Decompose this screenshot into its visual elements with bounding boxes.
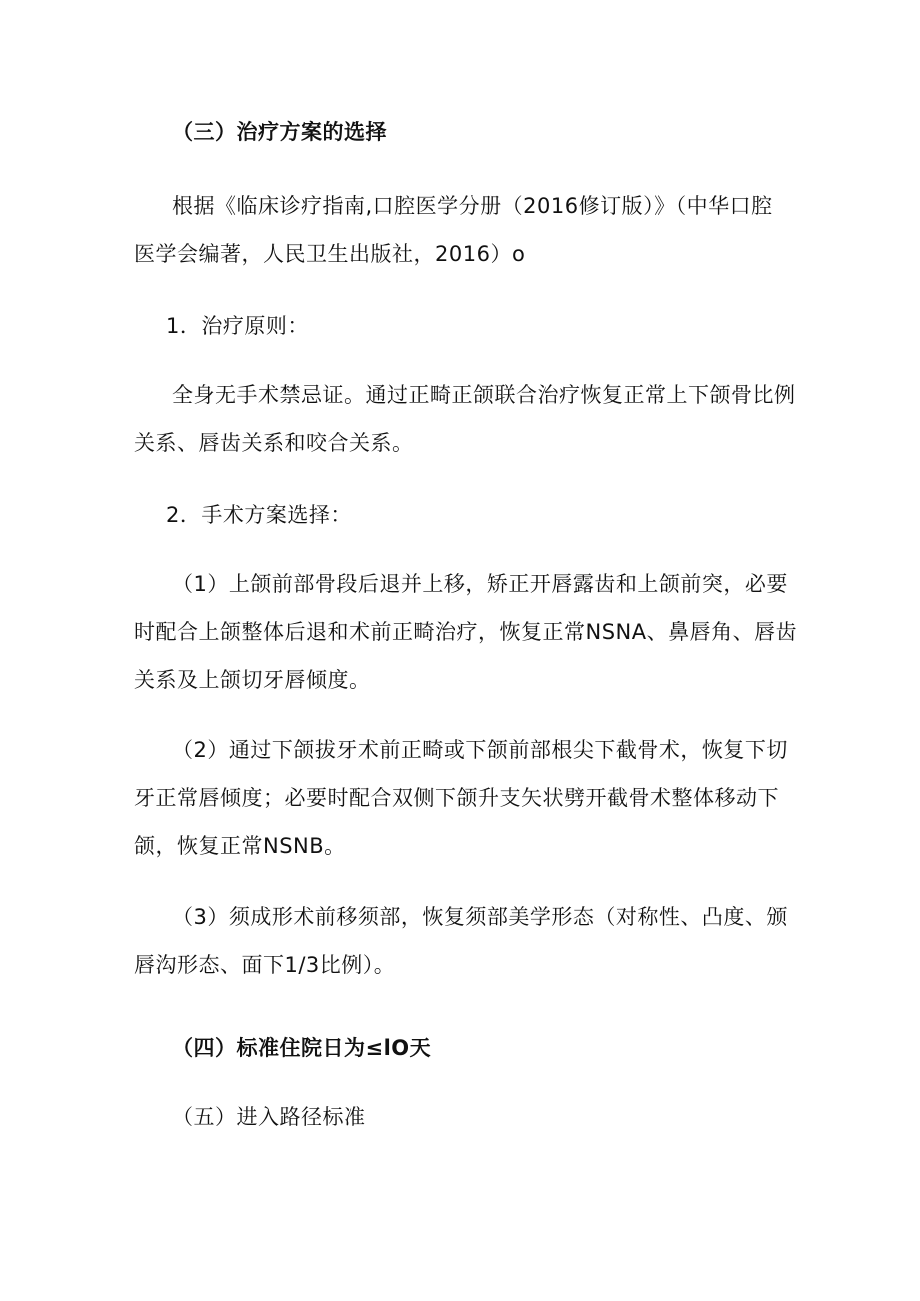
principle-paragraph-line-2: 关系、唇齿关系和咬合关系。 [134, 431, 414, 455]
basis-paragraph-line-1: 根据《临床诊疗指南,口腔医学分册（2016修订版）》（中华口腔 [172, 194, 773, 218]
treatment-principle-heading: 1．治疗原则： [166, 314, 309, 338]
item-2-line-3: 颌，恢复正常NSNB。 [134, 834, 346, 858]
item-3-line-1: （3）须成形术前移须部，恢复须部美学形态（对称性、凸度、颁 [172, 905, 788, 929]
principle-paragraph-line-1: 全身无手术禁忌证。通过正畸正颌联合治疗恢复正常上下颌骨比例 [172, 383, 796, 407]
item-1-line-3: 关系及上颌切牙唇倾度。 [134, 668, 371, 692]
section-5-heading: （五）进入路径标准 [172, 1105, 366, 1129]
basis-paragraph-line-2: 医学会编著，人民卫生出版社，2016）o [134, 242, 526, 266]
item-1-line-1: （1）上颌前部骨段后退并上移，矫正开唇露齿和上颌前突，必要 [172, 572, 788, 596]
item-1-line-2: 时配合上颌整体后退和术前正畸治疗，恢复正常NSNA、鼻唇角、唇齿 [134, 620, 798, 644]
section-3-heading: （三）治疗方案的选择 [172, 120, 387, 144]
item-2-line-2: 牙正常唇倾度；必要时配合双侧下颌升支矢状劈开截骨术整体移动下 [134, 786, 779, 810]
item-3-line-2: 唇沟形态、面下1/3比例）。 [134, 953, 396, 977]
section-4-heading: （四）标准住院日为≤lO天 [172, 1036, 432, 1060]
item-2-line-1: （2）通过下颌拔牙术前正畸或下颌前部根尖下截骨术，恢复下切 [172, 738, 788, 762]
surgery-plan-heading: 2．手术方案选择： [166, 503, 352, 527]
